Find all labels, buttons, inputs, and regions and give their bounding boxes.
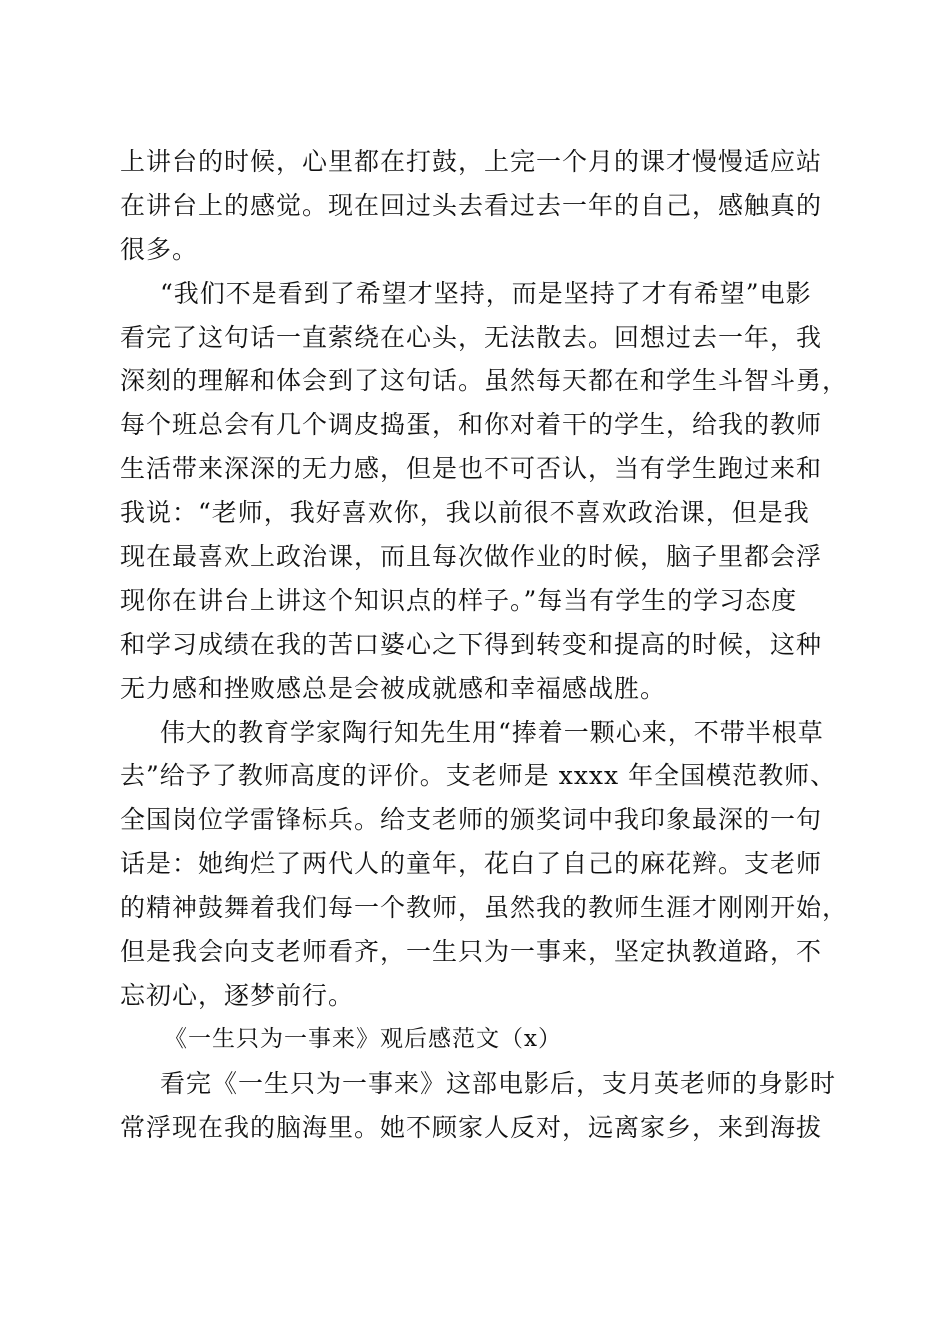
body-text: [120, 140, 849, 1149]
text-line: 但是我会向支老师看齐，一生只为一事来，坚定执教道路，不: [120, 937, 823, 967]
text-line: 去”给予了教师高度的评价。支老师是 xxxx 年全国模范教师、: [120, 761, 837, 791]
text-line: 我说：“老师，我好喜欢你，我以前很不喜欢政治课，但是我: [120, 498, 810, 528]
text-line: 看完了这句话一直萦绕在心头，无法散去。回想过去一年，我: [120, 322, 823, 352]
text-line: 在讲台上的感觉。现在回过头去看过去一年的自己，感触真的: [120, 190, 823, 220]
text-line: 很多。: [120, 234, 199, 264]
text-line: 深刻的理解和体会到了这句话。虽然每天都在和学生斗智斗勇，: [120, 366, 849, 396]
text-line: 上讲台的时候，心里都在打鼓，上完一个月的课才慢慢适应站: [120, 147, 823, 176]
text-line: 无力感和挫败感总是会被成就感和幸福感战胜。: [120, 673, 667, 703]
text-line: 话是：她绚烂了两代人的童年，花白了自己的麻花辫。支老师: [120, 849, 823, 879]
text-line: “我们不是看到了希望才坚持，而是坚持了才有希望”电影: [160, 278, 812, 308]
text-line: 和学习成绩在我的苦口婆心之下得到转变和提高的时候，这种: [120, 629, 823, 659]
section-subtitle: 《一生只为一事来》观后感范文（x）: [164, 1025, 562, 1052]
text-line: 常浮现在我的脑海里。她不顾家人反对，远离家乡，来到海拔: [120, 1112, 823, 1142]
text-line: 忘初心，逐梦前行。: [120, 980, 355, 1010]
text-line: 生活带来深深的无力感，但是也不可否认，当有学生跑过来和: [120, 454, 823, 484]
text-line: 看完《一生只为一事来》这部电影后，支月英老师的身影时: [160, 1068, 837, 1098]
text-line: 的精神鼓舞着我们每一个教师，虽然我的教师生涯才刚刚开始，: [120, 893, 849, 923]
text-line: 现在最喜欢上政治课，而且每次做作业的时候，脑子里都会浮: [120, 542, 823, 572]
text-line: 现你在讲台上讲这个知识点的样子。”每当有学生的学习态度: [120, 585, 798, 615]
text-line: 全国岗位学雷锋标兵。给支老师的颁奖词中我印象最深的一句: [120, 805, 823, 835]
text-line: 伟大的教育学家陶行知先生用“捧着一颗心来，不带半根草: [160, 717, 824, 747]
text-line: 每个班总会有几个调皮捣蛋，和你对着干的学生，给我的教师: [120, 410, 823, 440]
